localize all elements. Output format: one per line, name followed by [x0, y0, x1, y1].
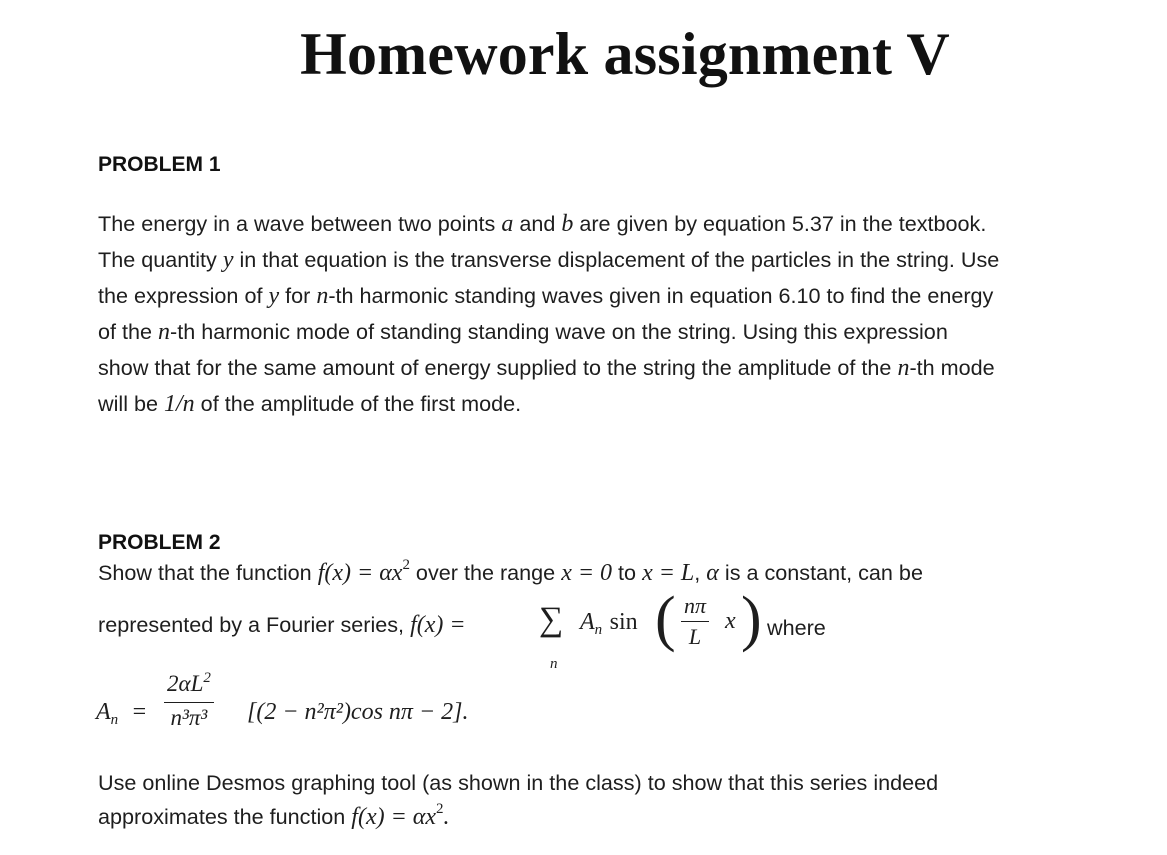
sigma-symbol: ∑	[539, 601, 564, 638]
p1-line-5: show that for the same amount of energy supplied to the string the amplitude of the n-th mode	[98, 355, 995, 381]
var-a: a	[501, 211, 514, 237]
one-over-n: 1/n	[164, 391, 195, 417]
fx-equation: f(x) = αx	[317, 560, 403, 586]
var-y: y	[268, 283, 280, 309]
var-y: y	[222, 247, 234, 273]
var-n: n	[316, 283, 329, 309]
where-text: where	[767, 615, 826, 640]
problem-2-heading: PROBLEM 2	[98, 531, 221, 554]
series-term: An sin	[580, 609, 638, 638]
alpha-symbol: α	[706, 560, 719, 586]
coef-fraction: $\frac{2\alpha L^2}{\text{n³π³}}$	[164, 669, 214, 733]
npi-over-L-fraction: $\frac{n\pi}{L}$	[681, 591, 709, 652]
p1-line-4: of the n-th harmonic mode of standing standing wave on the string. Using this expression	[98, 319, 948, 345]
p1-line-3: the expression of y for n-th harmonic standing waves given in equation 6.10 to find the energy	[98, 283, 994, 309]
fx-final: f(x) = αx	[351, 804, 437, 830]
range-start: x = 0	[561, 560, 613, 586]
p2-line-2: represented by a Fourier series, f(x) =	[98, 612, 466, 638]
p1-line-2: The quantity y in that equation is the transverse displacement of the particles in the string. Use	[98, 247, 1000, 273]
coef-bracket: [(2 − n²π²)cos nπ − 2].	[247, 699, 469, 725]
left-paren: (	[655, 585, 676, 653]
p2-line-1: Show that the function $f(x) = \alpha x^2$ over the range x = 0 to x = L, α is a constant, can be	[98, 557, 923, 586]
sum-index: n	[550, 656, 558, 672]
var-n: n	[158, 319, 171, 345]
p2-line-4: approximates the function $f(x) = \alpha x^2$.	[98, 801, 450, 830]
coef-lhs: An =	[96, 699, 147, 728]
fx-lhs: f(x) =	[410, 612, 466, 638]
var-b: b	[561, 211, 574, 237]
var-n: n	[897, 355, 910, 381]
p1-line-6: will be 1/n of the amplitude of the first mode.	[98, 391, 522, 417]
range-end: x = L	[642, 560, 695, 586]
page-title: Homework assignment V	[300, 21, 950, 87]
p1-line-1: The energy in a wave between two points a and b are given by equation 5.37 in the textbook.	[98, 211, 987, 237]
right-paren: )	[741, 585, 762, 653]
x-variable: x	[725, 608, 736, 634]
p2-line-3: Use online Desmos graphing tool (as shown in the class) to show that this series indeed	[98, 770, 939, 795]
problem-1-heading: PROBLEM 1	[98, 153, 221, 176]
problem-1-text	[98, 206, 1158, 422]
